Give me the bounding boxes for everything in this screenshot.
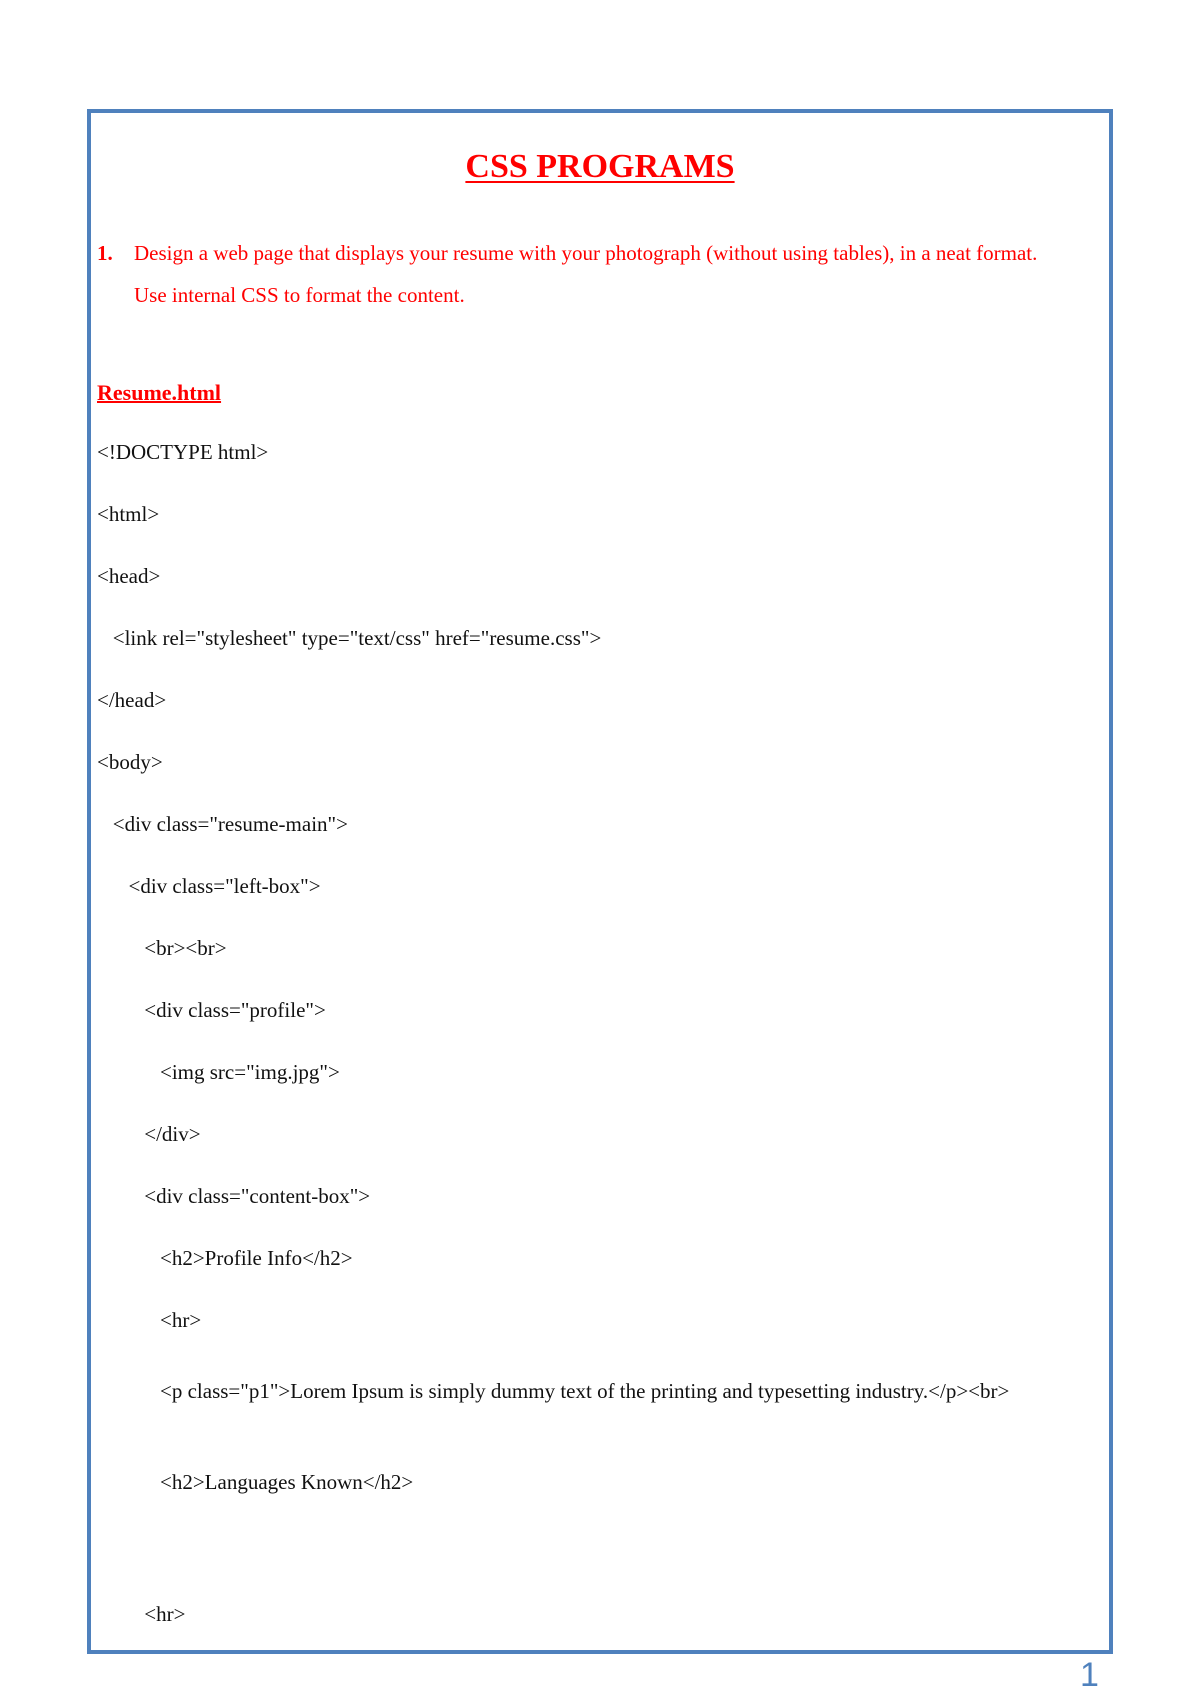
- code-line: <h2>Profile Info</h2>: [97, 1246, 353, 1270]
- question-text: Design a web page that displays your resume with your photograph (without using tables), in a neat format. Use internal CSS to format the content.: [134, 241, 1038, 307]
- code-line: <div class="content-box">: [97, 1184, 371, 1208]
- code-line: <hr>: [97, 1308, 202, 1332]
- code-line: <br><br>: [97, 936, 227, 960]
- code-line: <img src="img.jpg">: [97, 1060, 340, 1084]
- code-line: <div class="left-box">: [97, 874, 321, 898]
- code-line: <head>: [97, 564, 161, 588]
- code-line: <html>: [97, 502, 160, 526]
- code-line: <link rel="stylesheet" type="text/css" href="resume.css">: [97, 626, 602, 650]
- question-number: 1.: [97, 241, 113, 265]
- code-listing: [97, 440, 1077, 1664]
- page-title: CSS PROGRAMS: [465, 148, 735, 185]
- code-line: </head>: [97, 688, 167, 712]
- code-line: <h2>Languages Known</h2>: [97, 1470, 414, 1494]
- code-line: </div>: [97, 1122, 201, 1146]
- code-line: <div class="resume-main">: [97, 812, 348, 836]
- page-number: 1: [1080, 1656, 1099, 1694]
- code-line: <body>: [97, 750, 163, 774]
- code-line: <!DOCTYPE html>: [97, 440, 269, 464]
- question-item: [97, 232, 1067, 316]
- code-line: <p class="p1">Lorem Ipsum is simply dummy text of the printing and typesetting industry.</p><br>: [97, 1379, 1010, 1403]
- code-line: <hr>: [97, 1602, 186, 1626]
- code-line: <div class="profile">: [97, 998, 326, 1022]
- file-name-heading: Resume.html: [97, 380, 222, 405]
